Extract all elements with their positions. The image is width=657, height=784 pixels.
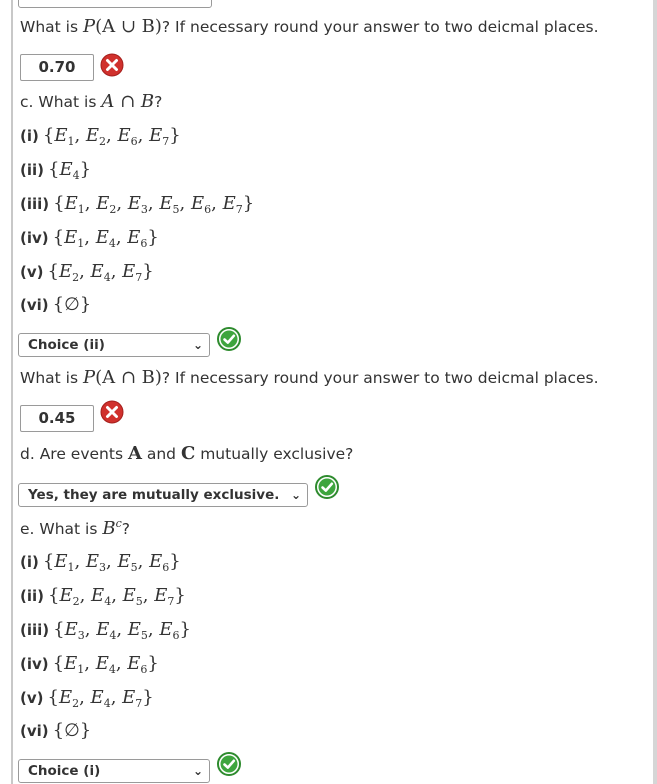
option-set: {$E_2$, $E_4$, $E_7$} xyxy=(47,261,154,284)
option-set: {$E_1$, $E_2$, $E_3$, $E_5$, $E_6$, $E_7$} xyxy=(53,193,255,216)
e-option-2 xyxy=(20,586,186,608)
part-c-question: c. What is A ∩ B? xyxy=(20,91,163,112)
c-option-4 xyxy=(20,228,159,250)
e-option-5 xyxy=(20,688,154,710)
previous-dropdown-edge[interactable] xyxy=(18,0,212,8)
scrollbar-track[interactable] xyxy=(653,0,657,784)
chevron-down-icon: ⌄ xyxy=(192,764,203,778)
c-option-5 xyxy=(20,262,154,284)
question-intersection-probability: What is P(A ∩ B)? If necessary round your answer to two deicmal places. xyxy=(20,367,599,388)
option-set: {∅} xyxy=(52,294,92,315)
option-label: (iv) xyxy=(20,229,49,247)
c-option-6 xyxy=(20,295,91,315)
part-d-question: d. Are events A and C mutually exclusive? xyxy=(20,443,354,464)
option-label: (i) xyxy=(20,127,39,145)
option-set: {$E_2$, $E_4$, $E_5$, $E_7$} xyxy=(48,585,186,608)
correct-check-icon xyxy=(217,327,241,351)
option-set: $\{E_4\}$ xyxy=(48,159,92,182)
incorrect-x-icon xyxy=(100,53,124,77)
e-option-3 xyxy=(20,620,191,642)
chevron-down-icon: ⌄ xyxy=(192,338,203,352)
part-d-choice-select[interactable]: Yes, they are mutually exclusive. ⌄ xyxy=(18,483,308,507)
option-label: (vi) xyxy=(20,296,49,314)
option-set: {$E_2$, $E_4$, $E_7$} xyxy=(47,687,154,710)
option-set: {∅} xyxy=(52,720,92,741)
e-option-4 xyxy=(20,654,159,676)
correct-check-icon xyxy=(315,475,339,499)
c-option-1 xyxy=(20,126,181,148)
option-set: {$E_1$, $E_4$, $E_6$} xyxy=(52,227,159,250)
option-label: (iii) xyxy=(20,195,50,213)
c-option-3 xyxy=(20,194,254,216)
option-label: (iv) xyxy=(20,655,49,673)
intersection-answer-input[interactable]: 0.45 xyxy=(20,405,94,432)
part-e-question: e. What is $B^c$? xyxy=(20,517,130,539)
option-label: (v) xyxy=(20,263,44,281)
content-frame-border xyxy=(11,0,13,784)
union-answer-input[interactable]: 0.70 xyxy=(20,54,94,81)
chevron-down-icon: ⌄ xyxy=(290,488,301,502)
option-set: {$E_1$, $E_2$, $E_6$, $E_7$} xyxy=(42,125,181,148)
option-label: (vi) xyxy=(20,722,49,740)
incorrect-x-icon xyxy=(100,400,124,424)
correct-check-icon xyxy=(217,752,241,776)
e-option-6 xyxy=(20,721,91,741)
option-label: (iii) xyxy=(20,621,50,639)
question-union-probability: What is P(A ∪ B)? If necessary round your answer to two deicmal places. xyxy=(20,16,599,37)
option-set: {$E_1$, $E_4$, $E_6$} xyxy=(52,653,159,676)
part-c-choice-select[interactable]: Choice (ii) ⌄ xyxy=(18,333,210,357)
part-e-choice-select[interactable]: Choice (i) ⌄ xyxy=(18,759,210,783)
option-label: (i) xyxy=(20,553,39,571)
option-label: (ii) xyxy=(20,587,44,605)
c-option-2 xyxy=(20,160,91,182)
option-set: {$E_3$, $E_4$, $E_5$, $E_6$} xyxy=(53,619,191,642)
e-option-1 xyxy=(20,552,181,574)
option-set: {$E_1$, $E_3$, $E_5$, $E_6$} xyxy=(42,551,181,574)
option-label: (v) xyxy=(20,689,44,707)
option-label: (ii) xyxy=(20,161,44,179)
